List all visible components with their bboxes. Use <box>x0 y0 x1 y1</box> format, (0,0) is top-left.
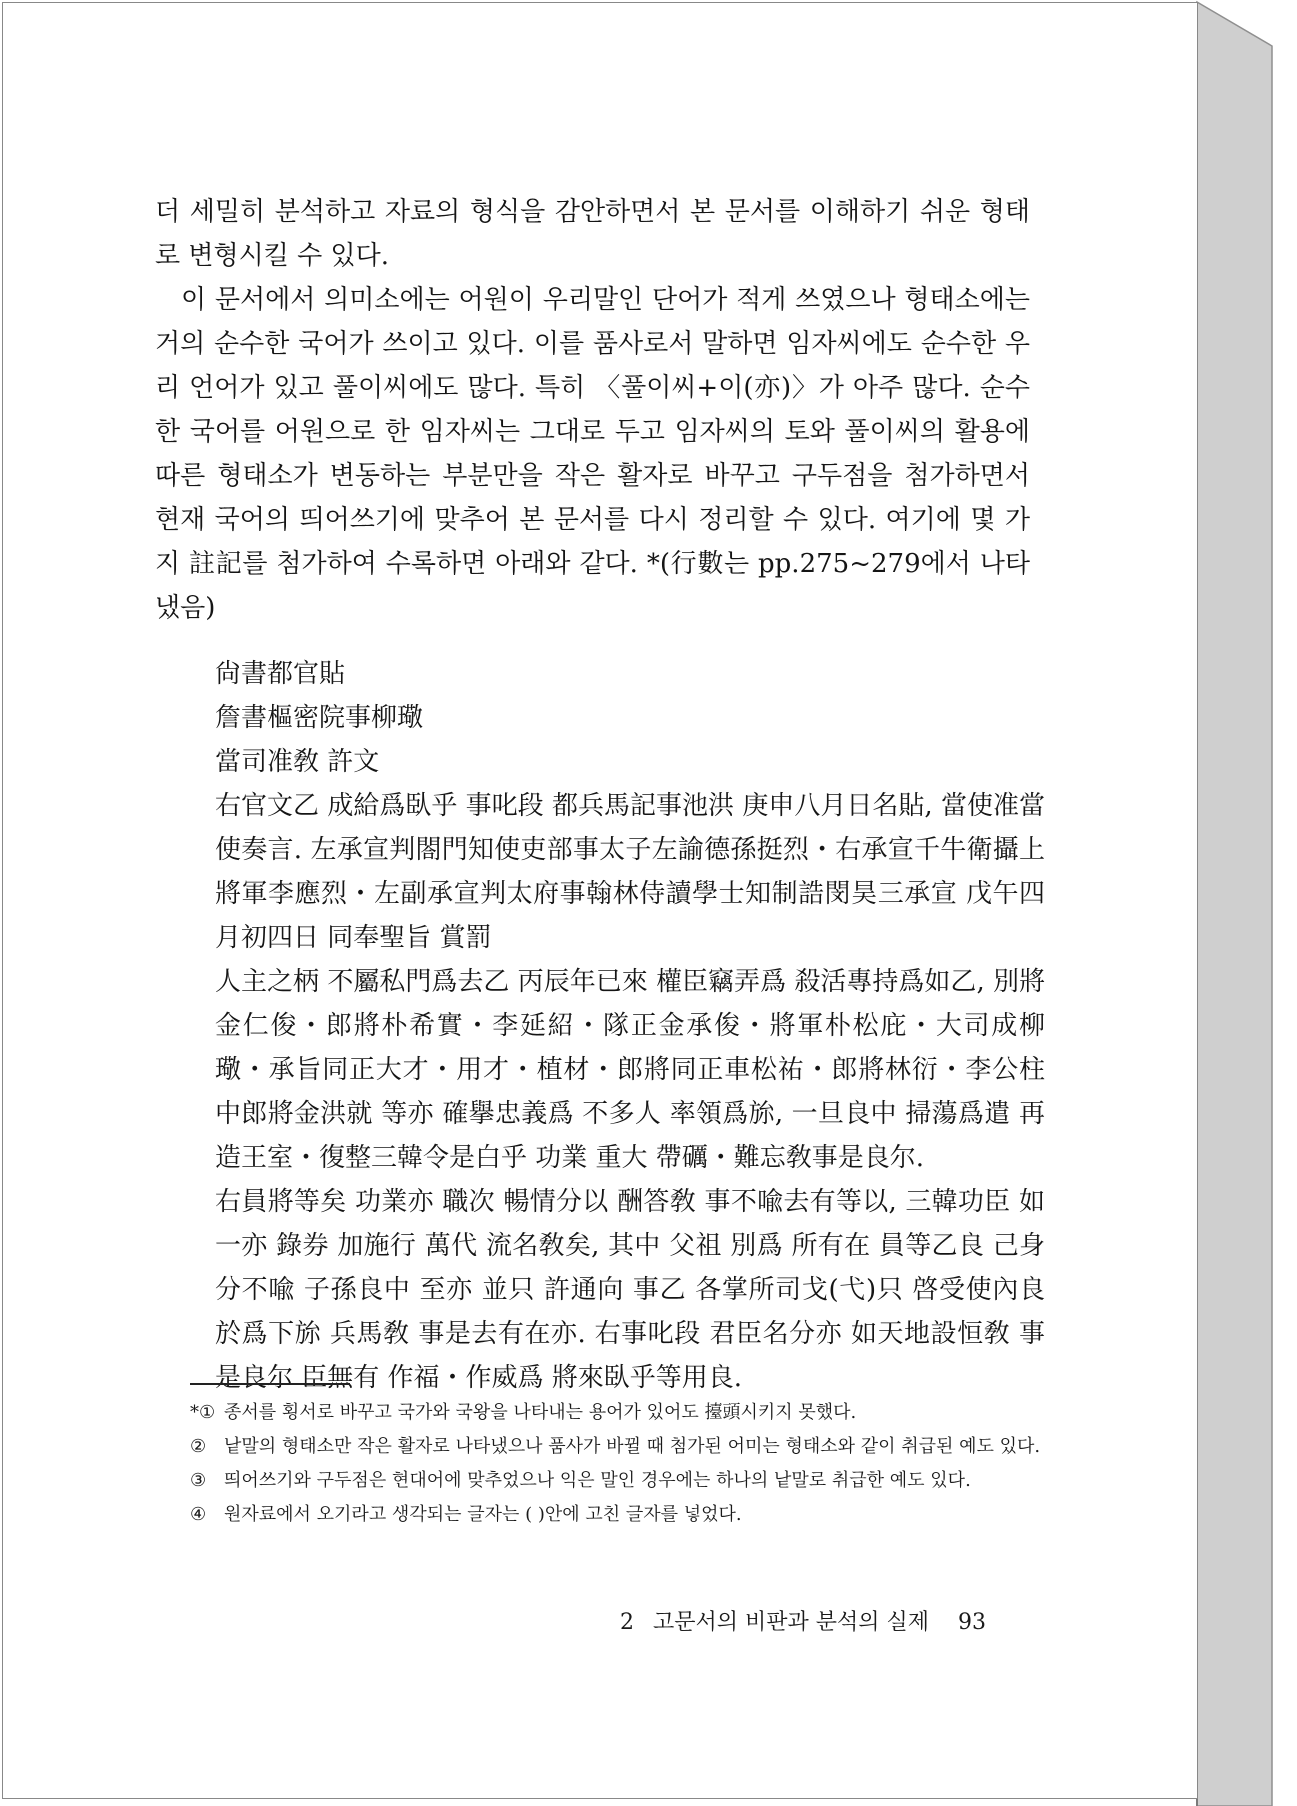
footnote <box>190 1466 1050 1496</box>
footnote-marker: ② <box>190 1436 207 1457</box>
document-transcription <box>215 652 1045 1400</box>
footnote-marker: ④ <box>190 1504 207 1525</box>
footnote-text: 종서를 횡서로 바꾸고 국가와 국왕을 나타내는 용어가 있어도 擡頭시키지 못했다. <box>224 1402 857 1423</box>
body-text <box>155 190 1030 630</box>
footnote <box>190 1500 1050 1530</box>
running-footer <box>620 1605 986 1636</box>
document-header-line: 詹書樞密院事柳璥 <box>215 703 424 733</box>
page-number: 93 <box>958 1610 987 1635</box>
footer-section-title: 고문서의 비판과 분석의 실제 <box>653 1610 930 1635</box>
footnote-marker: *① <box>190 1402 216 1423</box>
footnote-text: 낱말의 형태소만 작은 활자로 나타냈으나 품사가 바뀔 때 첨가된 어미는 형태소와 같이 취급된 예도 있다. <box>224 1436 1041 1457</box>
footnote-marker: ③ <box>190 1470 207 1491</box>
document-paragraph: 人主之柄 不屬私門爲去乙 丙辰年已來 權臣竊弄爲 殺活專持爲如乙, 別將金仁俊・郎將朴希實・李延紹・隊正金承俊・將軍朴松庇・大司成柳璥・承旨同正大才・用才・植材・郎將同正車松祐・郎將林衍・李公柱中郎將金洪就 等亦 確擧忠義爲 不多人 率領爲旀, 一旦良中 掃蕩爲遣 再造王室・復整三韓令是白乎 功業 重大 帶礪・難忘敎事是良尔. <box>215 967 1045 1173</box>
footnotes <box>190 1398 1050 1534</box>
footnote-divider <box>190 1383 350 1385</box>
body-paragraph: 이 문서에서 의미소에는 어원이 우리말인 단어가 적게 쓰였으나 형태소에는 거의 순수한 국어가 쓰이고 있다. 이를 품사로서 말하면 임자씨에도 순수한 우리 언어가 있고 풀이씨에도 많다. 특히 〈풀이씨+이(亦)〉가 아주 많다. 순수한 국어를 어원으로 한 임자씨는 그대로 두고 임자씨의 토와 풀이씨의 활용에 따른 형태소가 변동하는 부분만을 작은 활자로 바꾸고 구두점을 첨가하면서 현재 국어의 띄어쓰기에 맞추어 본 문서를 다시 정리할 수 있다. 여기에 몇 가지 註記를 첨가하여 수록하면 아래와 같다. *(行數는 pp.275~279에서 나타냈음) <box>155 285 1030 623</box>
document-header-line: 尙書都官貼 <box>215 659 346 689</box>
document-header-line: 當司准敎 許文 <box>215 747 380 777</box>
footnote-text: 원자료에서 오기라고 생각되는 글자는 ( )안에 고친 글자를 넣었다. <box>224 1504 742 1525</box>
document-paragraph: 右官文乙 成給爲臥乎 事叱段 都兵馬記事池洪 庚申八月日名貼, 當使准當使奏言. 左承宣判閤門知使吏部事太子左諭德孫挺烈・右承宣千牛衛攝上將軍李應烈・左副承宣判太府事翰林侍讀學士知制誥閔昊三承宣 戊午四月初四日 同奉聖旨 賞罰 <box>215 791 1045 953</box>
document-paragraph: 右員將等矣 功業亦 職次 暢情分以 酬答敎 事不喩去有等以, 三韓功臣 如一亦 錄券 加施行 萬代 流名敎矣, 其中 父祖 別爲 所有在 員等乙良 己身分不喩 子孫良中 至亦 並只 許通向 事乙 各掌所司戈(弋)只 啓受使內良於爲下旀 兵馬敎 事是去有在亦. 右事叱段 君臣名分亦 如天地設恒敎 事是良尔 臣無有 作福・作威爲 將來臥乎等用良. <box>215 1187 1045 1393</box>
footnote <box>190 1398 1050 1428</box>
footer-section-number: 2 <box>620 1610 634 1635</box>
footnote-text: 띄어쓰기와 구두점은 현대어에 맞추었으나 익은 말인 경우에는 하나의 낱말로 취급한 예도 있다. <box>224 1470 971 1491</box>
footnote <box>190 1432 1050 1462</box>
body-paragraph: 더 세밀히 분석하고 자료의 형식을 감안하면서 본 문서를 이해하기 쉬운 형태로 변형시킬 수 있다. <box>155 197 1030 271</box>
